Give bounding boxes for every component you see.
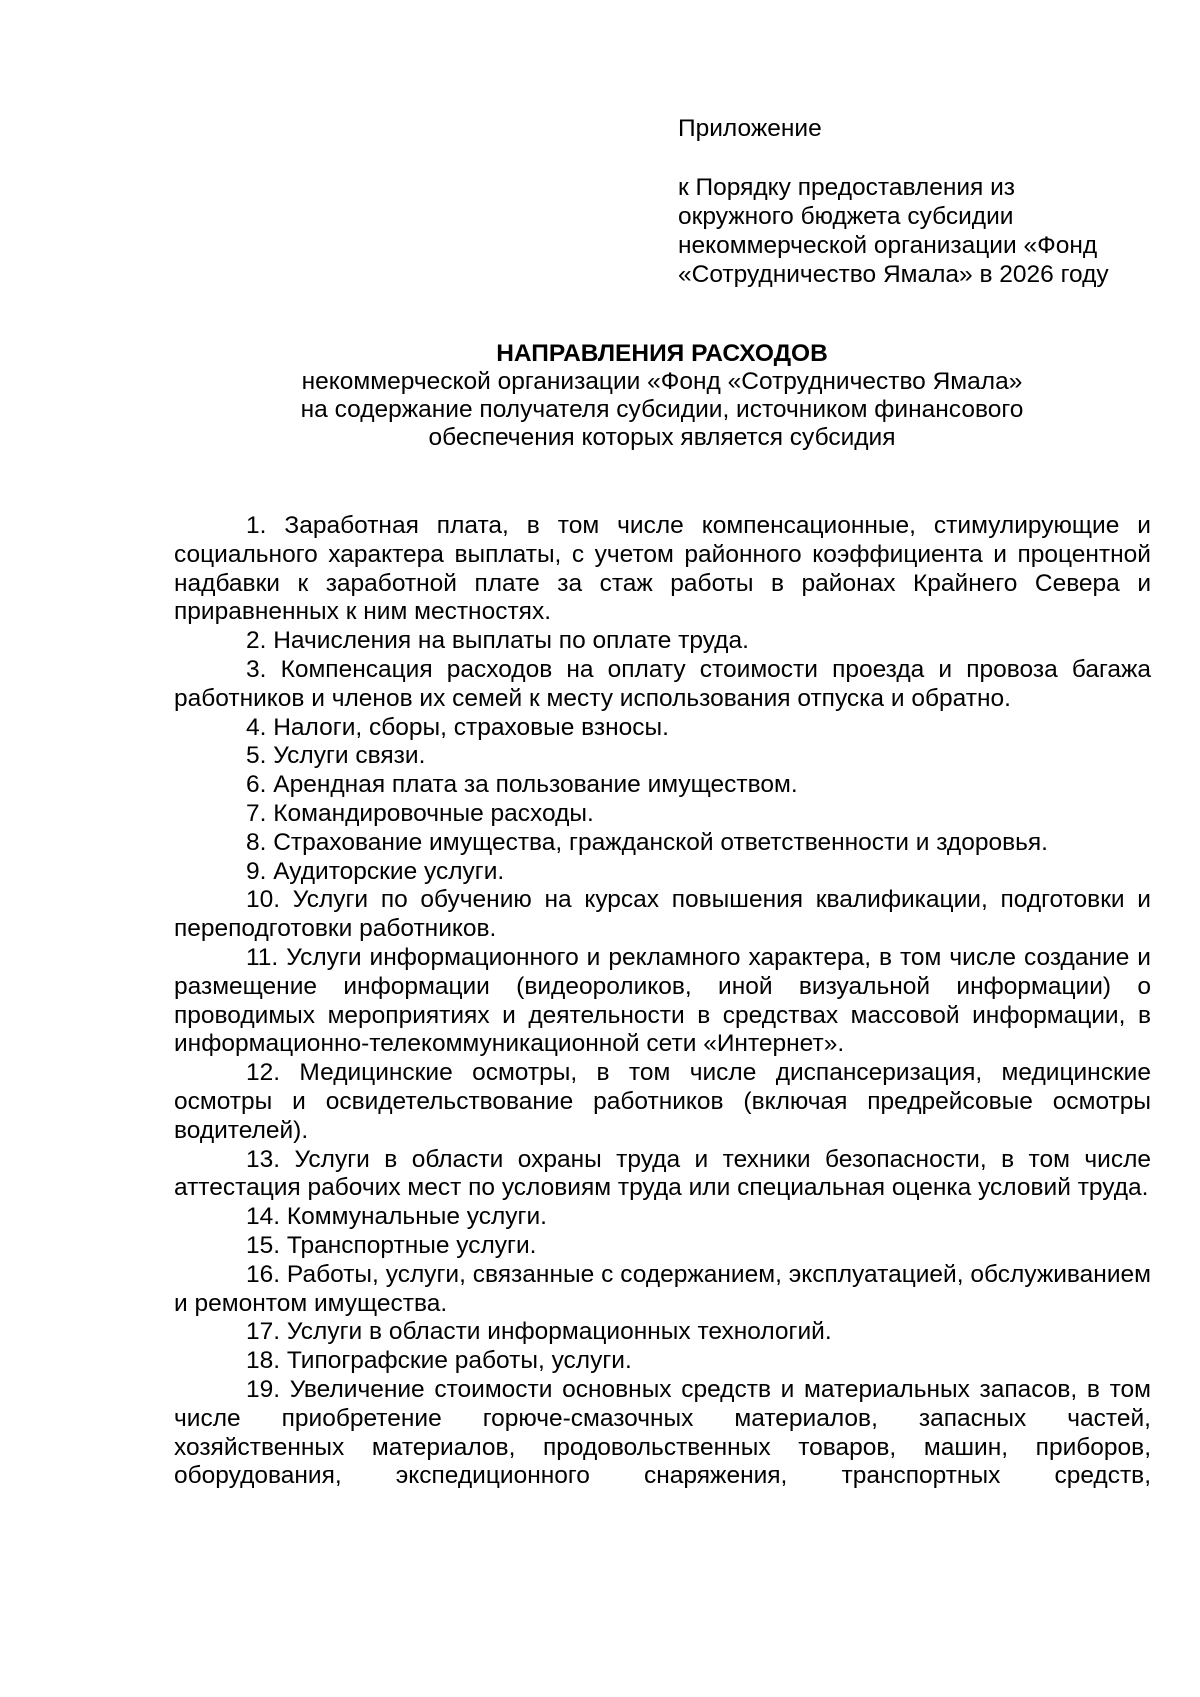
list-item: 10. Услуги по обучению на курсах повышения квалификации, подготовки и переподготовки работников. <box>174 886 1151 943</box>
list-item: 8. Страхование имущества, гражданской ответственности и здоровья. <box>246 828 1048 856</box>
list-item: 6. Арендная плата за пользование имуществом. <box>246 771 798 799</box>
expense-list <box>174 512 1151 1491</box>
list-item: 1. Заработная плата, в том числе компенсационные, стимулирующие и социального характера выплаты, с учетом районного коэффициента и процентной надбавки к заработной плате за стаж работы в районах Крайнего Севера и приравненных к ним местностях. <box>174 512 1151 626</box>
list-item: 7. Командировочные расходы. <box>246 799 594 827</box>
list-item: 5. Услуги связи. <box>246 742 426 770</box>
document-subtitle: некоммерческой организации «Фонд «Сотрудничество Ямала» на содержание получателя субсидии, источником финансового обеспечения которых является субсидия <box>300 368 1024 451</box>
list-item: 16. Работы, услуги, связанные с содержанием, эксплуатацией, обслуживанием и ремонтом имущества. <box>174 1260 1151 1317</box>
list-item: 9. Аудиторские услуги. <box>246 857 505 885</box>
list-item: 12. Медицинские осмотры, в том числе диспансеризация, медицинские осмотры и освидетельствование работников (включая предрейсовые осмотры водителей). <box>174 1059 1151 1144</box>
list-item: 3. Компенсация расходов на оплату стоимости проезда и провоза багажа работников и членов их семей к месту использования отпуска и обратно. <box>174 655 1151 712</box>
list-item: 13. Услуги в области охраны труда и техники безопасности, в том числе аттестация рабочих мест по условиям труда или специальная оценка условий труда. <box>174 1145 1151 1202</box>
document-title: НАПРАВЛЕНИЯ РАСХОДОВ <box>496 340 828 367</box>
appendix-label: Приложение <box>678 115 822 142</box>
list-item: 11. Услуги информационного и рекламного характера, в том числе создание и размещение информации (видеороликов, иной визуальной информации) о проводимых мероприятиях и деятельности в средствах массовой информации, в информационно-телекоммуникационной сети «Интернет». <box>174 943 1151 1058</box>
list-item: 17. Услуги в области информационных технологий. <box>246 1318 832 1346</box>
appendix-reference: к Порядку предоставления из окружного бюджета субсидии некоммерческой организации «Фонд «Сотрудничество Ямала» в 2026 году <box>678 174 1109 288</box>
list-item: 19. Увеличение стоимости основных средств и материальных запасов, в том числе приобретение горюче-смазочных материалов, запасных частей, хозяйственных материалов, продовольственных товаров, машин, приборов, оборудования, экспедиционного снаряжения, транспортных средств, <box>174 1375 1151 1490</box>
list-item: 2. Начисления на выплаты по оплате труда. <box>246 627 749 655</box>
list-item: 4. Налоги, сборы, страховые взносы. <box>246 713 669 741</box>
appendix-block <box>678 114 1178 289</box>
list-item: 15. Транспортные услуги. <box>246 1231 537 1259</box>
title-block <box>170 340 1154 452</box>
list-item: 18. Типографские работы, услуги. <box>246 1347 632 1375</box>
list-item: 14. Коммунальные услуги. <box>246 1203 547 1231</box>
